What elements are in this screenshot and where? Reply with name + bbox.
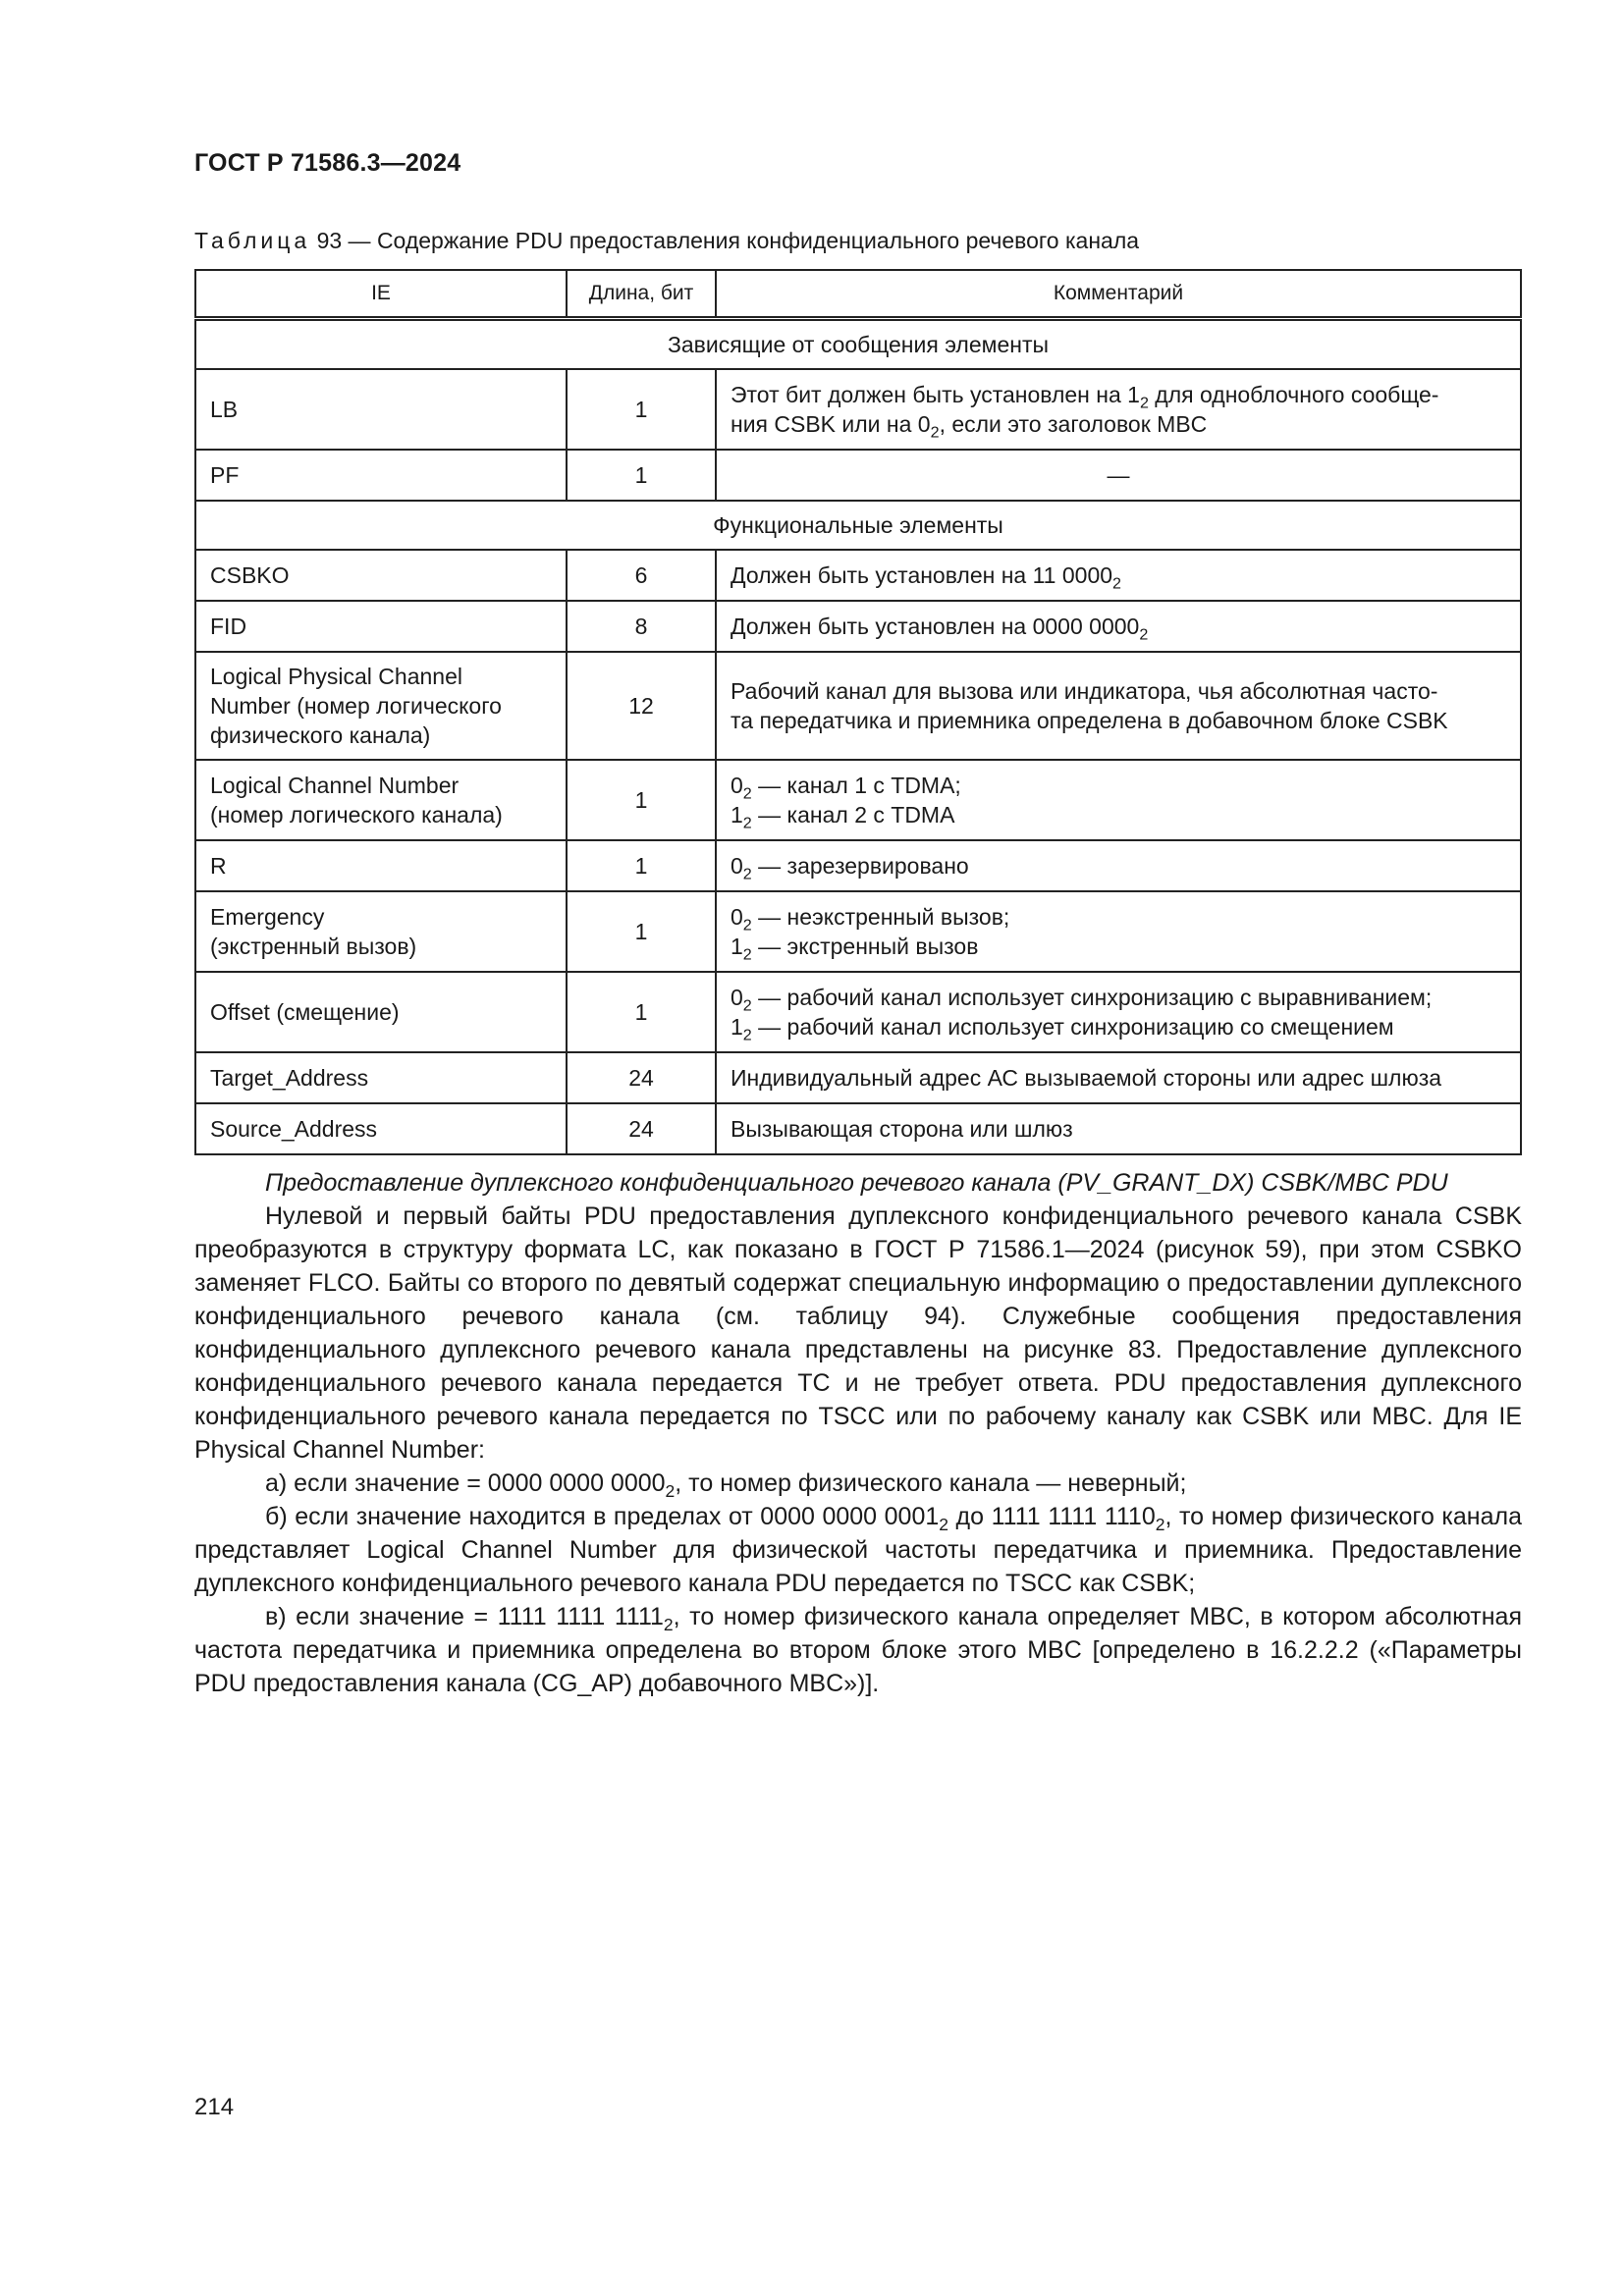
cell-length: 8 [567, 601, 716, 652]
cell-length: 6 [567, 550, 716, 601]
table-row [195, 840, 1521, 891]
table-row [195, 1103, 1521, 1154]
table-row [195, 1052, 1521, 1103]
cell-length: 1 [567, 840, 716, 891]
cell-ie: Target_Address [195, 1052, 567, 1103]
table-caption-text: 93 — Содержание PDU предоставления конфиденциального речевого канала [316, 228, 1140, 253]
cell-comment: Этот бит должен быть установлен на $1_2$ для одноблочного сообще- ния CSBK или на $0_2$, если это заголовок MBC [716, 369, 1521, 450]
cell-length: 1 [567, 760, 716, 840]
cell-length: 1 [567, 369, 716, 450]
table-row [195, 450, 1521, 501]
cell-ie: Offset (смещение) [195, 972, 567, 1052]
cell-ie: LB [195, 369, 567, 450]
cell-length: 24 [567, 1103, 716, 1154]
cell-ie: PF [195, 450, 567, 501]
document-header: ГОСТ Р 71586.3—2024 [194, 149, 461, 177]
cell-length: 1 [567, 972, 716, 1052]
table-row [195, 891, 1521, 972]
cell-ie: Logical Channel Number (номер логического канала) [195, 760, 567, 840]
ie-table [194, 269, 1522, 1155]
cell-comment: Должен быть установлен на 11 $0000_2$ [716, 550, 1521, 601]
cell-comment: — [716, 450, 1521, 501]
list-item-c: в) если значение = 1111 1111 $1111_2$, то номер физического канала определяет MBC, в котором абсолютная частота передатчика и приемника определена во втором блоке этого MBC [определено в 16.2.2.2 («Параметры PDU предоставления канала (CG_AP) добавочного MBC»)]. [194, 1603, 1522, 1697]
cell-comment: $0_2$ — зарезервировано [716, 840, 1521, 891]
table-caption-prefix: Таблица [194, 228, 311, 253]
table-row [195, 550, 1521, 601]
list-item-a: а) если значение = 0000 0000 $0000_2$, то номер физического канала — неверный; [265, 1469, 1187, 1502]
cell-comment: Рабочий канал для вызова или индикатора, чья абсолютная часто- та передатчика и приемника определена в добавочном блоке CSBK [716, 652, 1521, 760]
cell-comment: Индивидуальный адрес АС вызываемой стороны или адрес шлюза [716, 1052, 1521, 1103]
section-row-functional: Функциональные элементы [195, 501, 1521, 550]
table-row [195, 369, 1521, 450]
cell-comment: Вызывающая сторона или шлюз [716, 1103, 1521, 1154]
cell-ie: Logical Physical Channel Number (номер логического физического канала) [195, 652, 567, 760]
table-row [195, 652, 1521, 760]
table-row [195, 972, 1521, 1052]
cell-comment: Должен быть установлен на 0000 $0000_2$ [716, 601, 1521, 652]
cell-ie: Source_Address [195, 1103, 567, 1154]
page-number: 214 [194, 2094, 235, 2120]
list-item-b: б) если значение находится в пределах от 0000 0000 $0001_2$ до 1111 1111 $1110_2$, то номер физического канала представляет Logical Channel Number для физической частоты передатчика и приемника. Предоставление дуплексного конфиденциального речевого канала PDU передается по TSCC как CSBK; [194, 1503, 1522, 1597]
paragraph: Нулевой и первый байты PDU предоставления дуплексного конфиденциального речевого канала CSBK преобразуются в структуру формата LC, как показано в ГОСТ Р 71586.1—2024 (рисунок 59), при этом CSBKO заменяет FLCO. Байты со второго по девятый содержат специальную информацию о предоставлении дуплексного конфиденциального речевого канала (см. таблицу 94). Служебные сообщения предоставления конфиденциального дуплексного речевого канала представлены на рисунке 83. Предоставление дуплексного конфиденциального речевого канала передается ТС и не требует ответа. PDU предоставления дуплексного конфиденциального речевого канала передается по TSCC или по рабочему каналу как CSBK или MBC. Для IE Physical Channel Number: [194, 1202, 1522, 1464]
column-header-length: Длина, бит [567, 270, 716, 319]
cell-comment: $0_2$ — канал 1 с TDMA; $1_2$ — канал 2 с TDMA [716, 760, 1521, 840]
cell-comment: $0_2$ — рабочий канал использует синхронизацию с выравниванием; $1_2$ — рабочий канал использует синхронизацию со смещением [716, 972, 1521, 1052]
cell-ie: Emergency (экстренный вызов) [195, 891, 567, 972]
body-text [194, 1166, 1522, 1700]
cell-length: 1 [567, 450, 716, 501]
table-row [195, 760, 1521, 840]
table-row [195, 601, 1521, 652]
table-header-row [195, 270, 1521, 319]
cell-ie: CSBKO [195, 550, 567, 601]
section-heading: Предоставление дуплексного конфиденциального речевого канала (PV_GRANT_DX) CSBK/MBC PDU [265, 1169, 1448, 1197]
cell-length: 1 [567, 891, 716, 972]
column-header-comment: Комментарий [716, 270, 1521, 319]
cell-ie: R [195, 840, 567, 891]
cell-ie: FID [195, 601, 567, 652]
cell-comment: $0_2$ — неэкстренный вызов; $1_2$ — экстренный вызов [716, 891, 1521, 972]
section-row-message-dependent: Зависящие от сообщения элементы [195, 319, 1521, 370]
cell-length: 12 [567, 652, 716, 760]
cell-length: 24 [567, 1052, 716, 1103]
table-caption [194, 228, 1139, 254]
column-header-ie: IE [195, 270, 567, 319]
